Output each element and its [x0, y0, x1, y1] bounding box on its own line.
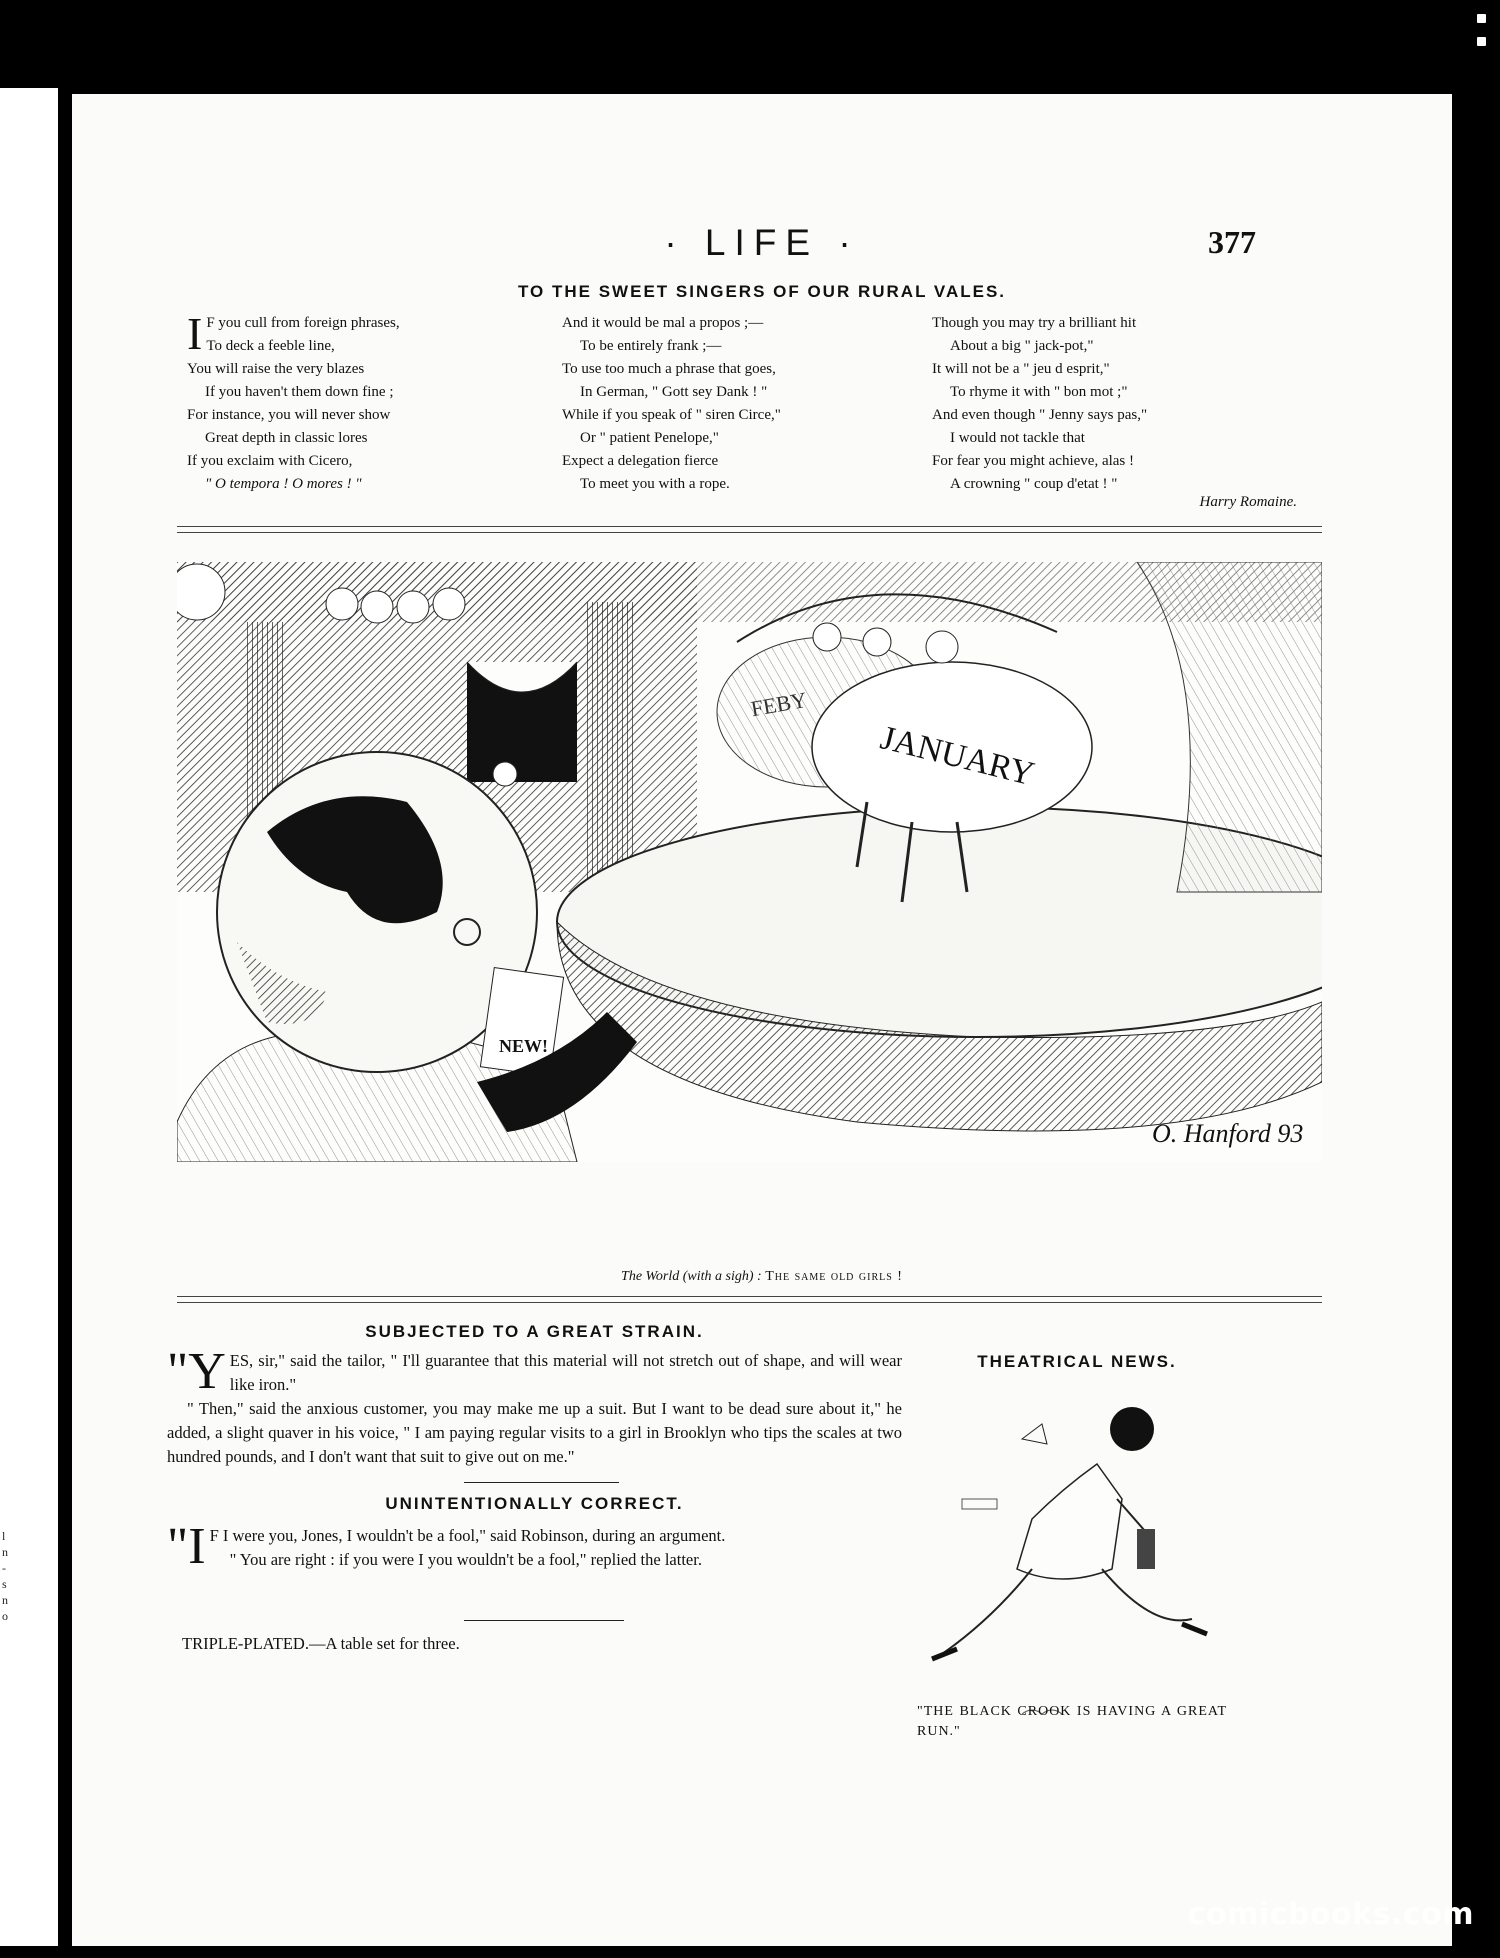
rule-after-poem: [177, 526, 1322, 533]
skirt-lettering: JANUARY: [876, 719, 1038, 794]
running-man-illustration: [922, 1369, 1222, 1739]
rule-after-cartoon: [177, 1296, 1322, 1303]
page-number: 377: [1208, 224, 1256, 260]
masthead-title: · LIFE ·: [664, 222, 860, 263]
playbill-lettering: NEW!: [499, 1036, 548, 1056]
watermark: comicbooks.com: [1187, 1897, 1474, 1932]
poem-column-1: I F you cull from foreign phrases, To deck a feeble line, You will raise the very blazes If you haven't them down fine ; For instance, you will never show Great depth in classic lores If you exclaim with Cicero, " O tempora ! O mores ! ": [187, 308, 400, 492]
poem-column-2: And it would be mal a propos ;— To be entirely frank ;— To use too much a phrase that goes, In German, " Gott sey Dank ! " While if you speak of " siren Circe," Or " patient Penelope," Expect a delegation fierce To meet you with a rope.: [562, 315, 781, 492]
divider-1: [464, 1482, 619, 1483]
article-2-title: UNINTENTIONALLY CORRECT.: [385, 1494, 684, 1513]
scan-corner-marks: [1477, 14, 1486, 46]
article-2-dropcap: "I: [167, 1518, 206, 1575]
theatrical-news-title: THEATRICAL NEWS.: [977, 1352, 1177, 1371]
article-2-body: "I F I were you, Jones, I wouldn't be a fool," said Robinson, during an argument. " You are right : if you were I you wouldn't be a fool," replied the latter.: [167, 1518, 726, 1575]
theatrical-news-caption: "THE BLACK CROOK IS HAVING A GREAT RUN.": [917, 1704, 1227, 1739]
artist-signature: O. Hanford 93: [1152, 1119, 1304, 1148]
article-1-dropcap: "Y: [167, 1343, 226, 1400]
poem-author: Harry Romaine.: [1199, 494, 1297, 510]
divider-2: [464, 1620, 624, 1621]
poem-dropcap: I: [187, 308, 203, 359]
skirt-lettering-left: FEBY: [748, 686, 809, 722]
poem-title: TO THE SWEET SINGERS OF OUR RURAL VALES.: [517, 282, 1007, 301]
poem-column-3: Though you may try a brilliant hit About a big " jack-pot," It will not be a " jeu d esprit," To rhyme it with " bon mot ;" And even though " Jenny says pas," I would not tackle that For fear you might achieve, alas ! A crowning " coup d'etat ! ": [932, 315, 1148, 492]
cartoon-caption: The World (with a sigh) : The same old girls !: [621, 1269, 903, 1284]
cartoon-illustration: [177, 562, 1322, 1162]
article-1-body: "Y ES, sir," said the tailor, " I'll guarantee that this material will not stretch out of shape, and will wear like iron." " Then," said the anxious customer, you may make me up a suit. But I want to be dead sure about it," he added, a slight quaver in his voice, " I am paying regular visits to a girl in Brooklyn who tips the scales at two hundred pounds, and I don't want that suit to give out on me.": [167, 1343, 902, 1466]
magazine-page: [72, 94, 1452, 1946]
triple-plated-joke: TRIPLE-PLATED.—A table set for three.: [182, 1634, 460, 1653]
left-page-marks: l n - s n o: [2, 1529, 8, 1623]
article-1-title: SUBJECTED TO A GREAT STRAIN.: [365, 1322, 704, 1341]
left-page-edge: [0, 88, 58, 1946]
